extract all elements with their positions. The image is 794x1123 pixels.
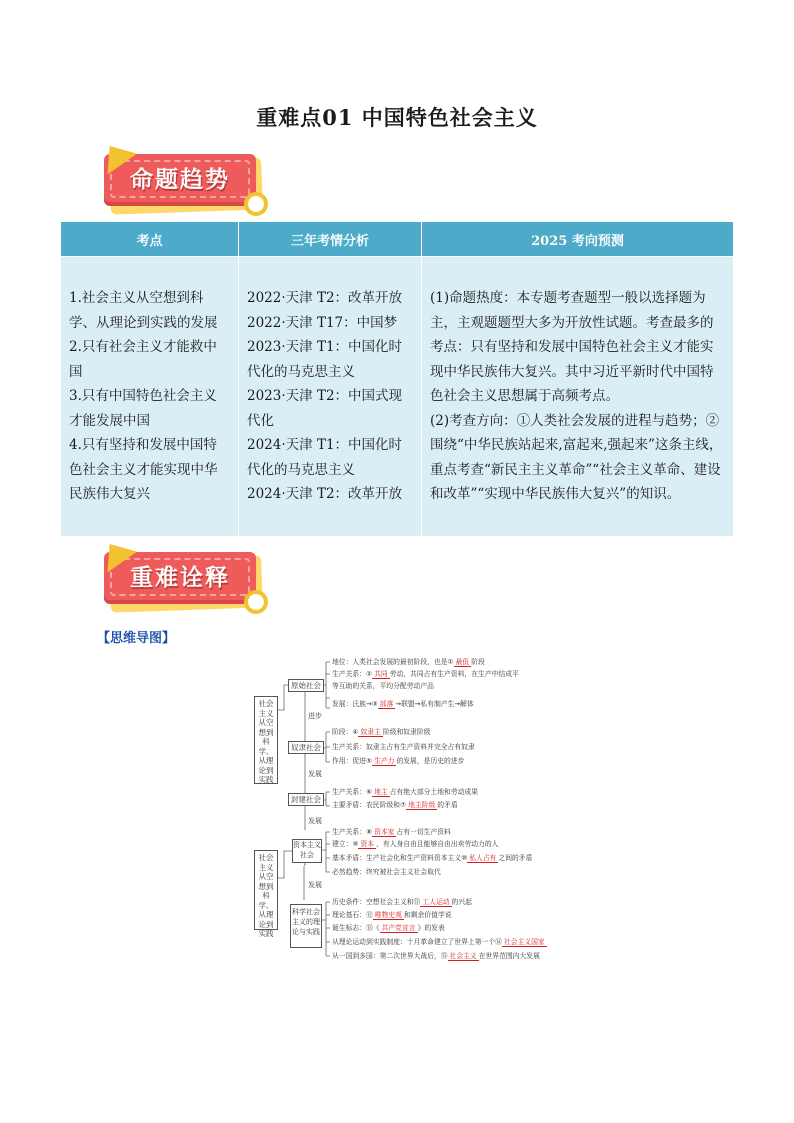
mm-line: 建立：⑨ 资本 ，有人身自由且能够自由出卖劳动力的人	[332, 840, 499, 848]
mm-line: 历史条件：空想社会主义和⑪ 工人运动 的兴起	[332, 898, 472, 906]
mm-line: 地位：人类社会发展的最初阶段，也是① 最低 阶段	[332, 658, 485, 666]
analysis-table	[60, 221, 734, 537]
node-primitive: 原始社会	[288, 679, 324, 692]
mindmap-label: 【思维导图】	[97, 631, 176, 646]
mm-line: 必然趋势：终究被社会主义社会取代	[332, 868, 441, 876]
mm-line: 生产关系：⑧ 资本家 占有一切生产资料	[332, 828, 451, 836]
exam-item: 2024·天津 T2：改革开放	[247, 486, 403, 503]
mm-line: 等互助的关系，平均分配劳动产品	[332, 682, 434, 690]
connector-develop-2: 发展	[308, 817, 322, 825]
mm-line: 理论基石：⑫ 唯物史观 和剩余价值学说	[332, 911, 452, 919]
topic-item: 3.只有中国特色社会主义才能发展中国	[69, 388, 217, 429]
node-feudal: 封建社会	[288, 793, 324, 806]
exam-item: 2024·天津 T1：中国化时代化的马克思主义	[247, 437, 403, 478]
banner-trend	[104, 152, 274, 222]
table-row	[61, 257, 734, 537]
exam-item: 2022·天津 T17：中国梦	[247, 314, 398, 331]
exam-item: 2022·天津 T2：改革开放	[247, 290, 403, 307]
cell-forecast	[422, 257, 734, 537]
connector-develop-1: 发展	[308, 770, 322, 778]
banner-key-points-label: 重难诠释	[130, 565, 230, 591]
page-title: 重难点01 中国特色社会主义	[256, 105, 538, 130]
mm-line: 发展：氏族→③ 部落 →联盟→私有制产生→解体	[332, 700, 474, 708]
mind-map	[250, 650, 580, 970]
exam-item: 2023·天津 T1：中国化时代化的马克思主义	[247, 339, 403, 380]
mm-line: 基本矛盾：生产社会化和生产资料资本主义⑩ 私人占有 之间的矛盾	[332, 854, 533, 862]
mm-line: 作用：促进⑤ 生产力 的发展，是历史的进步	[332, 757, 465, 765]
topic-item: 4.只有坚持和发展中国特色社会主义才能实现中华民族伟大复兴	[69, 437, 218, 503]
node-scientific-socialism: 科学社会主义的理论与实践	[290, 904, 322, 948]
header-forecast: 2025 考向预测	[422, 222, 734, 257]
cell-exams	[239, 257, 422, 537]
mm-line: 阶段：④ 奴隶主 阶级和奴隶阶级	[332, 728, 431, 736]
exam-item: 2023·天津 T2：中国式现代化	[247, 388, 403, 429]
forecast-item: (2)考查方向：①人类社会发展的进程与趋势；②围绕“中华民族站起来,富起来,强起来”这条主线，重点考查“新民主主义革命”“社会主义革命、建设和改革”“实现中华民族伟大复兴”的知识。	[430, 412, 723, 503]
node-capitalist: 资本主义社会	[292, 839, 322, 863]
mm-line: 生产关系：⑥ 地主 占有绝大部分土地和劳动成果	[332, 788, 479, 796]
banner-trend-label: 命题趋势	[130, 167, 230, 193]
mm-line: 生产关系：奴隶主占有生产资料并完全占有奴隶	[332, 743, 475, 751]
cell-topics	[61, 257, 239, 537]
root-box-2: 社会主义从空想到科学、从理论到实践	[254, 850, 278, 930]
table-header-row	[61, 222, 734, 257]
mm-line: 主要矛盾：农民阶级和⑦ 地主阶级 的矛盾	[332, 801, 458, 809]
topic-item: 2.只有社会主义才能救中国	[69, 339, 217, 380]
forecast-item: (1)命题热度：本专题考查题型一般以选择题为主，主观题题型大多为开放性试题。考查最多的考点：只有坚持和发展中国特色社会主义才能实现中华民族伟大复兴。其中习近平新时代中国特色社会主义思想属于高频考点。	[430, 290, 714, 405]
banner-key-points	[104, 550, 274, 620]
mm-line: 生产关系：② 共同 劳动，共同占有生产资料，在生产中结成平	[332, 670, 519, 678]
mm-line: 诞生标志：⑬《 共产党宣言 》的发表	[332, 924, 445, 932]
connector-progress: 进步	[308, 712, 322, 720]
node-slave: 奴隶社会	[288, 741, 324, 754]
connector-develop-3: 发展	[308, 881, 322, 889]
mm-line: 从一国到多国：第二次世界大战后，⑮ 社会主义 在世界范围内大发展	[332, 952, 540, 960]
header-analysis: 三年考情分析	[239, 222, 422, 257]
topic-item: 1.社会主义从空想到科学、从理论到实践的发展	[69, 290, 218, 331]
root-box-1: 社会主义从空想到科学、从理论到实践	[254, 696, 278, 784]
header-kaodian: 考点	[61, 222, 239, 257]
mm-line: 从理论运动到实践制度：十月革命建立了世界上第一个⑭ 社会主义国家	[332, 938, 545, 946]
